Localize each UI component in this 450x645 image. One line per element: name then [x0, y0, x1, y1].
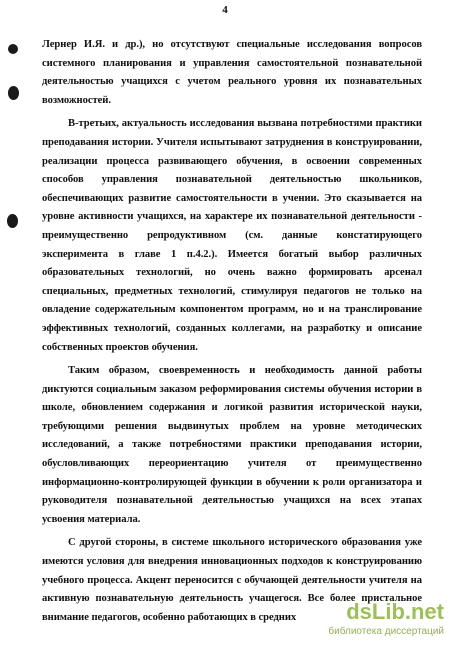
binder-hole-middle: [8, 86, 19, 100]
page-number: 4: [222, 4, 228, 16]
paragraph-4: С другой стороны, в системе школьного исторического образования уже имеются условия для внедрения инновационных подходов к конструированию учебного процесса. Акцент переносится с обучающей деятельности учителя на активную познавательную деятельность учащегося. Все более пристальное внимание педагогов, особенно работающих в средних: [42, 537, 422, 623]
watermark: [304, 599, 444, 641]
paragraph-1: Лернер И.Я. и др.), но отсутствуют специальные исследования вопросов системного планирования и управления самостоятельной познавательной деятельностью учащихся с учетом реального уровня их познавательных возможностей.: [42, 39, 422, 106]
binder-hole-bottom: [7, 214, 18, 228]
paragraph-3: Таким образом, своевременность и необходимость данной работы диктуются социальным заказом реформирования системы обучения истории в школе, обновлением содержания и логикой развития исторической науки, требующими решения выдвинутых проблем на уровне методических исследований, а также потребностями практики преподавания истории, обусловливающих переориентацию учителя от преимущественно информационно-контролирующей функции в обучении к роли организатора и руководителя познавательной деятельностью учащихся на всех этапах усвоения материала.: [42, 365, 422, 525]
binder-hole-top: [8, 44, 18, 54]
watermark-subtitle: библиотека диссертаций: [328, 626, 444, 637]
paragraph-2: В-третьих, актуальность исследования вызвана потребностями практики преподавания истории. Учителя испытывают затруднения в конструировании, реализации процесса развивающего обучения, в освоении современных способов управления познавательной деятельностью школьников, обеспечивающих развитие самостоятельности в учении. Это сказывается на уровне активности учащихся, на характере их познавательной деятельности - преимущественно репродуктивном (см. данные констатирующего эксперимента в главе 1 п.4.2.). Имеется богатый выбор различных образовательных технологий, но очень важно формировать арсенал специальных, предметных технологий, стимулируя педагогов не только на овладение содержательным компонентом программ, но и на транслирование эффективных технологий, созданных коллегами, на разработку и описание собственных проектов обучения.: [42, 118, 422, 353]
watermark-logo: dsLib.net: [346, 599, 444, 624]
body-text: [42, 36, 422, 632]
